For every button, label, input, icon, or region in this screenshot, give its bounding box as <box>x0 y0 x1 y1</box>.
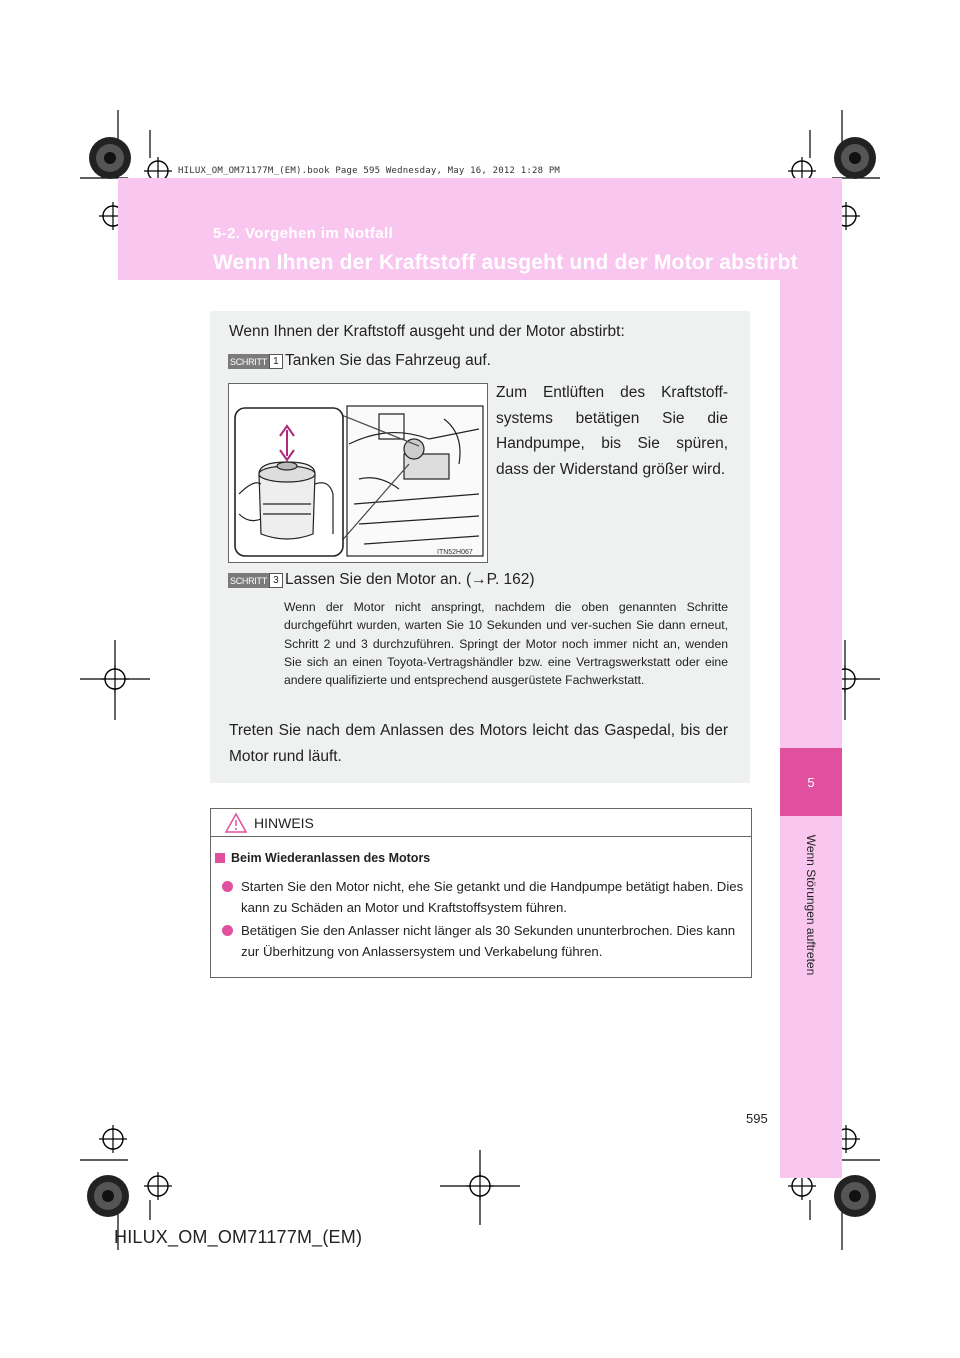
notice-divider <box>210 836 751 837</box>
document-code: HILUX_OM_OM71177M_(EM) <box>114 1227 363 1247</box>
step-badge-number: 3 <box>269 573 283 588</box>
step-2-text: Zum Entlüften des Kraftstoff-systems betätigen Sie die Handpumpe, bis Sie spüren, dass der Widerstand größer wird. <box>496 384 728 478</box>
step-badge-label: SCHRITT <box>228 354 269 369</box>
step-3-note: Wenn der Motor nicht anspringt, nachdem die oben genannten Schritte durchgeführt wurden, warten Sie 10 Sekunden und ver-suchen Sie dann erneut, Schritt 2 und 3 durchzuführen. Springt der Motor noch immer nicht an, wenden Sie sich an einen Toyota-Vertragshändler bzw. eine Vertragswerkstatt oder eine andere qualifizierte und entsprechend ausgerüstete Fachwerkstatt. <box>284 600 728 688</box>
engine-illustration <box>228 383 488 563</box>
notice-item-text: Betätigen Sie den Anlasser nicht länger als 30 Sekunden ununterbrochen. Dies kann zur Überhitzung von Anlassersystem und Verkabelung führen. <box>241 923 736 959</box>
page-title: Wenn Ihnen der Kraftstoff ausgeht und der Motor abstirbt <box>213 251 798 274</box>
notice-subheading-text: Beim Wiederanlassen des Motors <box>231 851 431 865</box>
step-badge-label: SCHRITT <box>228 573 269 588</box>
warning-triangle-icon <box>224 812 248 834</box>
intro-text: Wenn Ihnen der Kraftstoff ausgeht und der Motor abstirbt: <box>229 323 625 340</box>
side-tab-strip <box>780 280 842 1178</box>
notice-subheading <box>215 851 430 865</box>
step-1-text: Tanken Sie das Fahrzeug auf. <box>285 352 491 369</box>
chapter-label: Wenn Störungen auftreten <box>804 834 818 976</box>
bullet-dot-icon <box>222 881 233 892</box>
notice-title: HINWEIS <box>254 815 314 831</box>
notice-item-text: Starten Sie den Motor nicht, ehe Sie getankt und die Handpumpe betätigt haben. Dies kann zu Schäden an Motor und Kraftstoffsystem führen. <box>241 879 744 915</box>
file-header: HILUX_OM_OM71177M_(EM).book Page 595 Wednesday, May 16, 2012 1:28 PM <box>178 166 561 176</box>
closing-text: Treten Sie nach dem Anlassen des Motors leicht das Gaspedal, bis der Motor rund läuft. <box>229 722 728 765</box>
page-number: 595 <box>746 1111 768 1126</box>
chapter-number: 5 <box>780 748 842 816</box>
notice-item <box>222 920 744 962</box>
notice-item <box>222 876 744 918</box>
illustration-code: ITN52H067 <box>437 549 473 556</box>
step-badge-3 <box>228 573 283 588</box>
step-badge-1 <box>228 354 283 369</box>
square-bullet-icon <box>215 853 225 863</box>
section-label: 5-2. Vorgehen im Notfall <box>213 225 394 242</box>
bullet-dot-icon <box>222 925 233 936</box>
step-3-text: Lassen Sie den Motor an. (→P. 162) <box>285 571 535 588</box>
step-badge-number: 1 <box>269 354 283 369</box>
fuel-pump-drawing <box>229 384 487 562</box>
